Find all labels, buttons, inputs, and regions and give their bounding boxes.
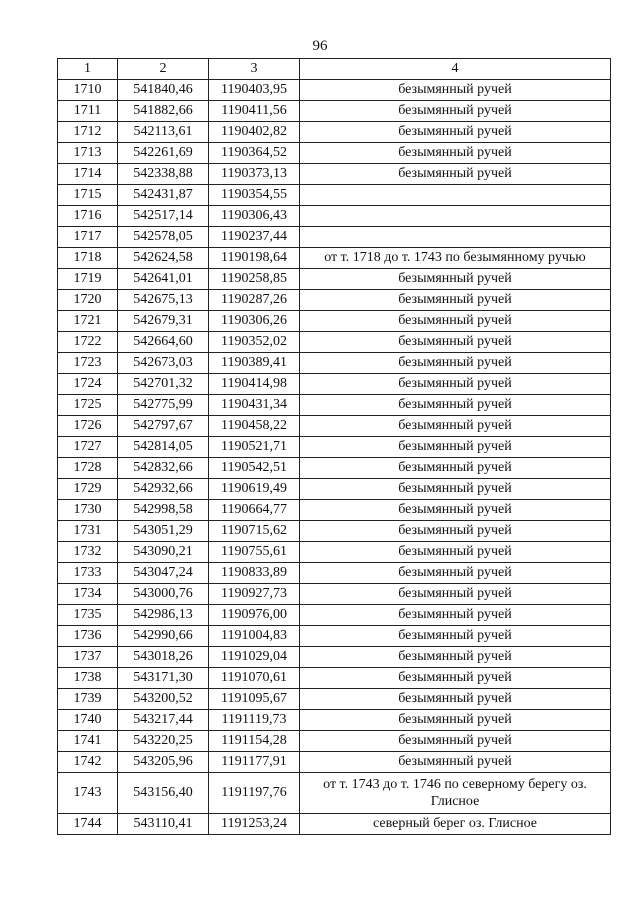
point-number-cell: 1717 [58,227,118,248]
table-header [58,59,611,80]
table-row [58,101,611,122]
header-col-1: 1 [58,59,118,80]
table-row [58,122,611,143]
y-coordinate-cell: 1190237,44 [209,227,300,248]
x-coordinate-cell: 542675,13 [118,290,209,311]
y-coordinate-cell: 1190389,41 [209,353,300,374]
header-col-2: 2 [118,59,209,80]
x-coordinate-cell: 542641,01 [118,269,209,290]
page-number: 96 [312,38,328,54]
x-coordinate-cell: 543200,52 [118,689,209,710]
table-row [58,395,611,416]
y-coordinate-cell: 1191004,83 [209,626,300,647]
y-coordinate-cell: 1191253,24 [209,814,300,835]
x-coordinate-cell: 543110,41 [118,814,209,835]
x-coordinate-cell: 543205,96 [118,752,209,773]
table-row [58,80,611,101]
point-number-cell: 1716 [58,206,118,227]
x-coordinate-cell: 542113,61 [118,122,209,143]
x-coordinate-cell: 541840,46 [118,80,209,101]
y-coordinate-cell: 1190458,22 [209,416,300,437]
point-number-cell: 1720 [58,290,118,311]
x-coordinate-cell: 543156,40 [118,773,209,814]
point-number-cell: 1712 [58,122,118,143]
y-coordinate-cell: 1191070,61 [209,668,300,689]
description-cell: безымянный ручей [300,416,611,437]
x-coordinate-cell: 542932,66 [118,479,209,500]
y-coordinate-cell: 1190354,55 [209,185,300,206]
y-coordinate-cell: 1190755,61 [209,542,300,563]
point-number-cell: 1744 [58,814,118,835]
description-cell: безымянный ручей [300,290,611,311]
table-row [58,143,611,164]
point-number-cell: 1741 [58,731,118,752]
table-row [58,437,611,458]
point-number-cell: 1742 [58,752,118,773]
table-row [58,332,611,353]
point-number-cell: 1730 [58,500,118,521]
point-number-cell: 1710 [58,80,118,101]
description-cell: безымянный ручей [300,689,611,710]
header-row [58,59,611,80]
description-cell: безымянный ручей [300,731,611,752]
y-coordinate-cell: 1190403,95 [209,80,300,101]
point-number-cell: 1739 [58,689,118,710]
description-cell: северный берег оз. Глисное [300,814,611,835]
y-coordinate-cell: 1190521,71 [209,437,300,458]
x-coordinate-cell: 543217,44 [118,710,209,731]
description-cell: безымянный ручей [300,332,611,353]
y-coordinate-cell: 1190411,56 [209,101,300,122]
coordinates-table [57,58,611,835]
point-number-cell: 1721 [58,311,118,332]
point-number-cell: 1725 [58,395,118,416]
y-coordinate-cell: 1191095,67 [209,689,300,710]
point-number-cell: 1722 [58,332,118,353]
x-coordinate-cell: 543000,76 [118,584,209,605]
table-row [58,206,611,227]
table-row [58,416,611,437]
description-cell: безымянный ручей [300,605,611,626]
table-row [58,605,611,626]
table-row [58,814,611,835]
table-row [58,248,611,269]
y-coordinate-cell: 1191177,91 [209,752,300,773]
description-cell: безымянный ручей [300,563,611,584]
x-coordinate-cell: 543090,21 [118,542,209,563]
table-body [58,80,611,835]
x-coordinate-cell: 542664,60 [118,332,209,353]
x-coordinate-cell: 543018,26 [118,647,209,668]
x-coordinate-cell: 542673,03 [118,353,209,374]
y-coordinate-cell: 1190833,89 [209,563,300,584]
table-row [58,185,611,206]
description-cell: безымянный ручей [300,101,611,122]
table-row [58,458,611,479]
table-row [58,752,611,773]
point-number-cell: 1726 [58,416,118,437]
description-cell: безымянный ручей [300,458,611,479]
table-row [58,689,611,710]
x-coordinate-cell: 542701,32 [118,374,209,395]
description-cell: безымянный ручей [300,521,611,542]
y-coordinate-cell: 1190287,26 [209,290,300,311]
description-cell: безымянный ручей [300,584,611,605]
description-cell: безымянный ручей [300,479,611,500]
x-coordinate-cell: 543220,25 [118,731,209,752]
description-cell: безымянный ручей [300,668,611,689]
point-number-cell: 1714 [58,164,118,185]
y-coordinate-cell: 1190414,98 [209,374,300,395]
point-number-cell: 1718 [58,248,118,269]
description-cell [300,185,611,206]
y-coordinate-cell: 1190619,49 [209,479,300,500]
description-cell: безымянный ручей [300,542,611,563]
y-coordinate-cell: 1190352,02 [209,332,300,353]
table-row [58,227,611,248]
y-coordinate-cell: 1191029,04 [209,647,300,668]
x-coordinate-cell: 541882,66 [118,101,209,122]
y-coordinate-cell: 1190976,00 [209,605,300,626]
table-row [58,626,611,647]
description-cell: безымянный ручей [300,437,611,458]
description-cell: от т. 1743 до т. 1746 по северному берегу оз. Глисное [300,773,611,814]
description-cell: безымянный ручей [300,269,611,290]
description-cell: безымянный ручей [300,122,611,143]
x-coordinate-cell: 542986,13 [118,605,209,626]
table-row [58,290,611,311]
description-cell: безымянный ручей [300,752,611,773]
table-row [58,773,611,814]
y-coordinate-cell: 1190258,85 [209,269,300,290]
description-cell: безымянный ручей [300,80,611,101]
description-cell: безымянный ручей [300,374,611,395]
y-coordinate-cell: 1190927,73 [209,584,300,605]
table-row [58,584,611,605]
y-coordinate-cell: 1191119,73 [209,710,300,731]
y-coordinate-cell: 1190198,64 [209,248,300,269]
point-number-cell: 1713 [58,143,118,164]
description-cell: безымянный ручей [300,626,611,647]
point-number-cell: 1727 [58,437,118,458]
x-coordinate-cell: 542814,05 [118,437,209,458]
description-cell: безымянный ручей [300,353,611,374]
y-coordinate-cell: 1191154,28 [209,731,300,752]
x-coordinate-cell: 542679,31 [118,311,209,332]
point-number-cell: 1728 [58,458,118,479]
description-cell: безымянный ручей [300,311,611,332]
table-row [58,710,611,731]
point-number-cell: 1731 [58,521,118,542]
x-coordinate-cell: 542517,14 [118,206,209,227]
x-coordinate-cell: 543051,29 [118,521,209,542]
point-number-cell: 1715 [58,185,118,206]
y-coordinate-cell: 1190364,52 [209,143,300,164]
point-number-cell: 1733 [58,563,118,584]
x-coordinate-cell: 542990,66 [118,626,209,647]
y-coordinate-cell: 1190715,62 [209,521,300,542]
table-row [58,374,611,395]
point-number-cell: 1719 [58,269,118,290]
x-coordinate-cell: 543171,30 [118,668,209,689]
point-number-cell: 1734 [58,584,118,605]
description-cell: безымянный ручей [300,395,611,416]
table-row [58,164,611,185]
y-coordinate-cell: 1190542,51 [209,458,300,479]
x-coordinate-cell: 542261,69 [118,143,209,164]
x-coordinate-cell: 542832,66 [118,458,209,479]
table-row [58,311,611,332]
table-row [58,269,611,290]
table-row [58,542,611,563]
table-row [58,353,611,374]
point-number-cell: 1724 [58,374,118,395]
point-number-cell: 1743 [58,773,118,814]
x-coordinate-cell: 542775,99 [118,395,209,416]
description-cell: безымянный ручей [300,647,611,668]
y-coordinate-cell: 1190664,77 [209,500,300,521]
x-coordinate-cell: 542998,58 [118,500,209,521]
x-coordinate-cell: 542624,58 [118,248,209,269]
x-coordinate-cell: 542578,05 [118,227,209,248]
description-cell: безымянный ручей [300,710,611,731]
table-row [58,479,611,500]
point-number-cell: 1732 [58,542,118,563]
point-number-cell: 1723 [58,353,118,374]
point-number-cell: 1735 [58,605,118,626]
y-coordinate-cell: 1190306,26 [209,311,300,332]
x-coordinate-cell: 543047,24 [118,563,209,584]
y-coordinate-cell: 1190402,82 [209,122,300,143]
table-row [58,731,611,752]
header-col-4: 4 [300,59,611,80]
table-row [58,668,611,689]
description-cell: безымянный ручей [300,164,611,185]
y-coordinate-cell: 1190373,13 [209,164,300,185]
description-cell [300,206,611,227]
y-coordinate-cell: 1190306,43 [209,206,300,227]
table-row [58,500,611,521]
x-coordinate-cell: 542338,88 [118,164,209,185]
y-coordinate-cell: 1191197,76 [209,773,300,814]
description-cell [300,227,611,248]
table-row [58,521,611,542]
point-number-cell: 1737 [58,647,118,668]
x-coordinate-cell: 542431,87 [118,185,209,206]
description-cell: безымянный ручей [300,143,611,164]
header-col-3: 3 [209,59,300,80]
table-row [58,647,611,668]
point-number-cell: 1738 [58,668,118,689]
point-number-cell: 1740 [58,710,118,731]
description-cell: от т. 1718 до т. 1743 по безымянному ручью [300,248,611,269]
x-coordinate-cell: 542797,67 [118,416,209,437]
table-row [58,563,611,584]
description-cell: безымянный ручей [300,500,611,521]
point-number-cell: 1711 [58,101,118,122]
point-number-cell: 1729 [58,479,118,500]
y-coordinate-cell: 1190431,34 [209,395,300,416]
point-number-cell: 1736 [58,626,118,647]
